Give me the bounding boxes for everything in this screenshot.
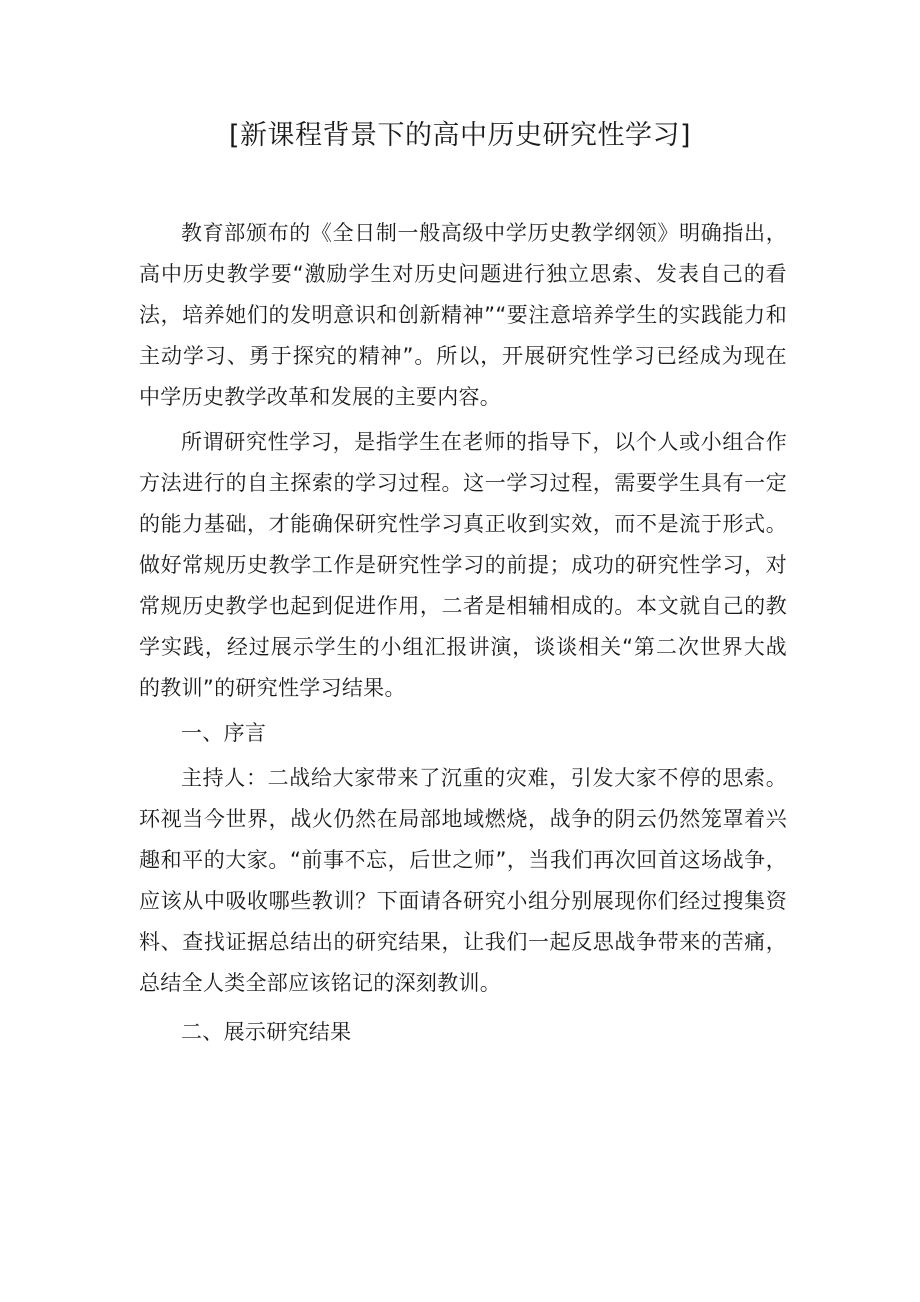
paragraph-host-remarks: 主持人：二战给大家带来了沉重的灾难，引发大家不停的思索。环视当今世界，战火仍然在局部地域燃烧，战争的阴云仍然笼罩着兴趣和平的大家。“前事不忘，后世之师”，当我们再次回首这场战争，应该从中吸收哪些教训？下面请各研究小组分别展现你们经过搜集资料、查找证据总结出的研究结果，让我们一起反思战争带来的苦痛，总结全人类全部应该铭记的深刻教训。 (139, 766, 787, 995)
section-heading-results: 二、展示研究结果 (181, 1020, 352, 1044)
document-title: [新课程背景下的高中历史研究性学习] (228, 120, 692, 151)
section-heading-preface: 一、序言 (181, 721, 267, 745)
paragraph-definition: 所谓研究性学习，是指学生在老师的指导下，以个人或小组合作方法进行的自主探索的学习过程。这一学习过程，需要学生具有一定的能力基础，才能确保研究性学习真正收到实效，而不是流于形式。做好常规历史教学工作是研究性学习的前提；成功的研究性学习，对常规历史教学也起到促进作用，二者是相辅相成的。本文就自己的教学实践，经过展示学生的小组汇报讲演，谈谈相关“第二次世界大战的教训”的研究性学习结果。 (139, 430, 787, 700)
document-body (139, 213, 787, 1057)
paragraph-intro: 教育部颁布的《全日制一般高级中学历史教学纲领》明确指出，高中历史教学要“激励学生对历史问题进行独立思索、发表自己的看法，培养她们的发明意识和创新精神”“要注意培养学生的实践能力和主动学习、勇于探究的精神”。所以，开展研究性学习已经成为现在中学历史教学改革和发展的主要内容。 (139, 221, 787, 409)
